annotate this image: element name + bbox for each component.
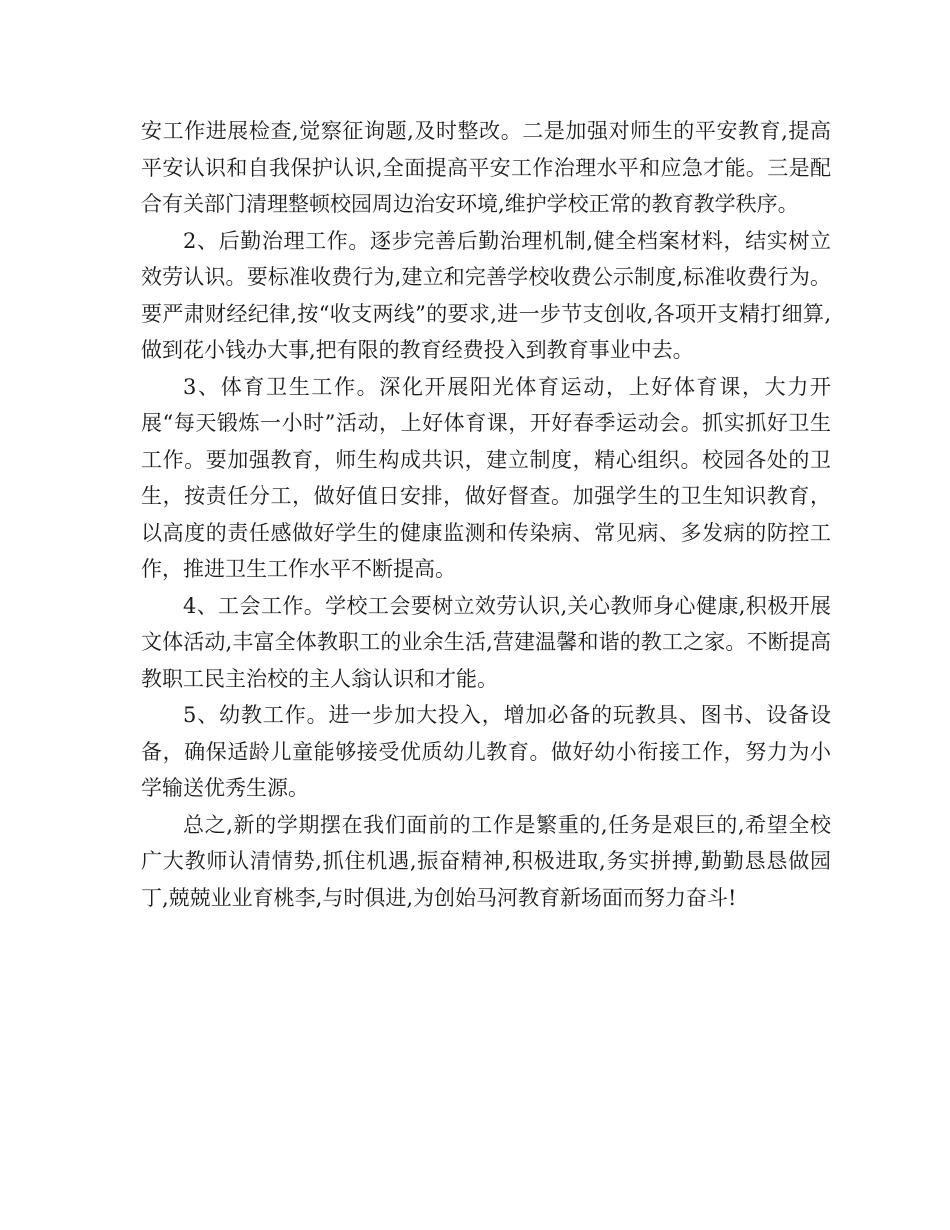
paragraph-safety-continued: 安工作进展检查,觉察征询题,及时整改。二是加强对师生的平安教育,提高平安认识和自我保护认识,全面提高平安工作治理水平和应急才能。三是配合有关部门清理整顿校园周边治安环境,维护学校正常的教育教学秩序。 — [141, 119, 831, 216]
paragraph-conclusion: 总之,新的学期摆在我们面前的工作是繁重的,任务是艰巨的,希望全校广大教师认清情势,抓住机遇,振奋精神,积极进取,务实拼搏,勤勤恳恳做园丁,兢兢业业育桃李,与时俱进,为创始马河教育新场面而努力奋斗! — [141, 812, 831, 910]
paragraph-preschool: 5、幼教工作。进一步加大投入，增加必备的玩教具、图书、设备设备，确保适龄儿童能够接受优质幼儿教育。做好幼小衔接工作，努力为小学输送优秀生源。 — [141, 703, 831, 800]
paragraph-logistics: 2、后勤治理工作。逐步完善后勤治理机制,健全档案材料，结实树立效劳认识。要标准收费行为,建立和完善学校收费公示制度,标准收费行为。要严肃财经纪律,按“收支两线”的要求,进一步节支创收,各项开支精打细算,做到花小钱办大事,把有限的教育经费投入到教育事业中去。 — [141, 228, 831, 362]
document-body — [141, 113, 831, 916]
paragraph-sports-health: 3、体育卫生工作。深化开展阳光体育运动，上好体育课，大力开展“每天锻炼一小时”活动，上好体育课，开好春季运动会。抓实抓好卫生工作。要加强教育，师生构成共识，建立制度，精心组织。校园各处的卫生，按责任分工，做好值日安排，做好督查。加强学生的卫生知识教育，以高度的责任感做好学生的健康监测和传染病、常见病、多发病的防控工作，推进卫生工作水平不断提高。 — [141, 374, 831, 581]
paragraph-union: 4、工会工作。学校工会要树立效劳认识,关心教师身心健康,积极开展文体活动,丰富全体教职工的业余生活,营建温馨和谐的教工之家。不断提高教职工民主治校的主人翁认识和才能。 — [141, 593, 831, 691]
